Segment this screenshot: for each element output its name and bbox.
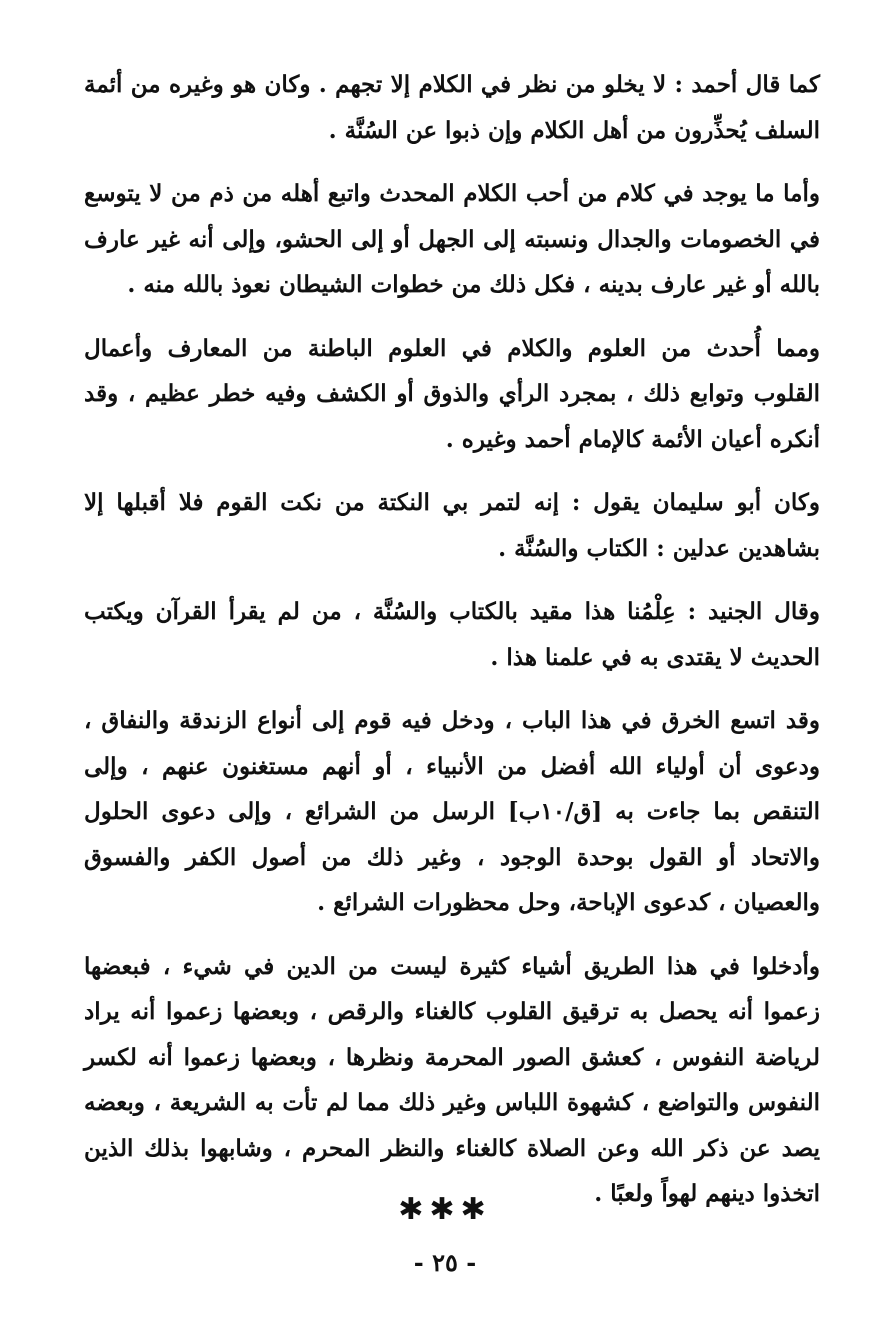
section-divider-ornament: ✱✱✱: [398, 1192, 492, 1227]
paragraph-4: وكان أبو سليمان يقول : إنه لتمر بي النكتة من نكت القوم فلا أقبلها إلا بشاهدين عدلين : الكتاب والسُنَّة .: [84, 489, 820, 562]
paragraph-5: وقال الجنيد : عِلْمُنا هذا مقيد بالكتاب والسُنَّة ، من لم يقرأ القرآن ويكتب الحديث لا يقتدى به في علمنا هذا .: [84, 598, 820, 671]
page-number: - ٢٥ -: [413, 1248, 477, 1277]
paragraph-2: وأما ما يوجد في كلام من أحب الكلام المحدث واتبع أهله من ذم من لا يتوسع في الخصومات والجدال ونسبته إلى الجهل أو إلى الحشو، وإلى أنه غير عارف بالله أو غير عارف بدينه ، فكل ذلك من خطوات الشيطان نعوذ بالله منه .: [84, 180, 820, 298]
paragraph-1: كما قال أحمد : لا يخلو من نظر في الكلام إلا تجهم . وكان هو وغيره من أئمة السلف يُحذِّرون من أهل الكلام وإن ذبوا عن السُنَّة .: [84, 71, 820, 144]
paragraph-7: وأدخلوا في هذا الطريق أشياء كثيرة ليست من الدين في شيء ، فبعضها زعموا أنه يحصل به ترقيق القلوب كالغناء والرقص ، وبعضها زعموا أنه يراد لرياضة النفوس ، كعشق الصور المحرمة ونظرها ، وبعضها زعموا أنه لكسر النفوس والتواضع ، كشهوة اللباس وغير ذلك مما لم تأت به الشريعة ، وبعضه يصد عن ذكر الله وعن الصلاة كالغناء والنظر المحرم ، وشابهوا بذلك الذين اتخذوا دينهم لهواً ولعبًا .: [84, 952, 820, 1207]
document-body: [84, 62, 820, 1217]
paragraph-3: ومما أُحدث من العلوم والكلام في العلوم الباطنة من المعارف وأعمال القلوب وتوابع ذلك ، بمجرد الرأي والذوق أو الكشف وفيه خطر عظيم ، وقد أنكره أعيان الأئمة كالإمام أحمد وغيره .: [84, 334, 820, 453]
paragraph-6: وقد اتسع الخرق في هذا الباب ، ودخل فيه قوم إلى أنواع الزندقة والنفاق ، ودعوى أن أولياء الله أفضل من الأنبياء ، أو أنهم مستغنون عنهم ، وإلى التنقص بما جاءت به [ق/١٠ب] الرسل من الشرائع ، وإلى دعوى الحلول والاتحاد أو القول بوحدة الوجود ، وغير ذلك من أصول الكفر والفسوق والعصيان ، كدعوى الإباحة، وحل محظورات الشرائع .: [84, 707, 821, 916]
